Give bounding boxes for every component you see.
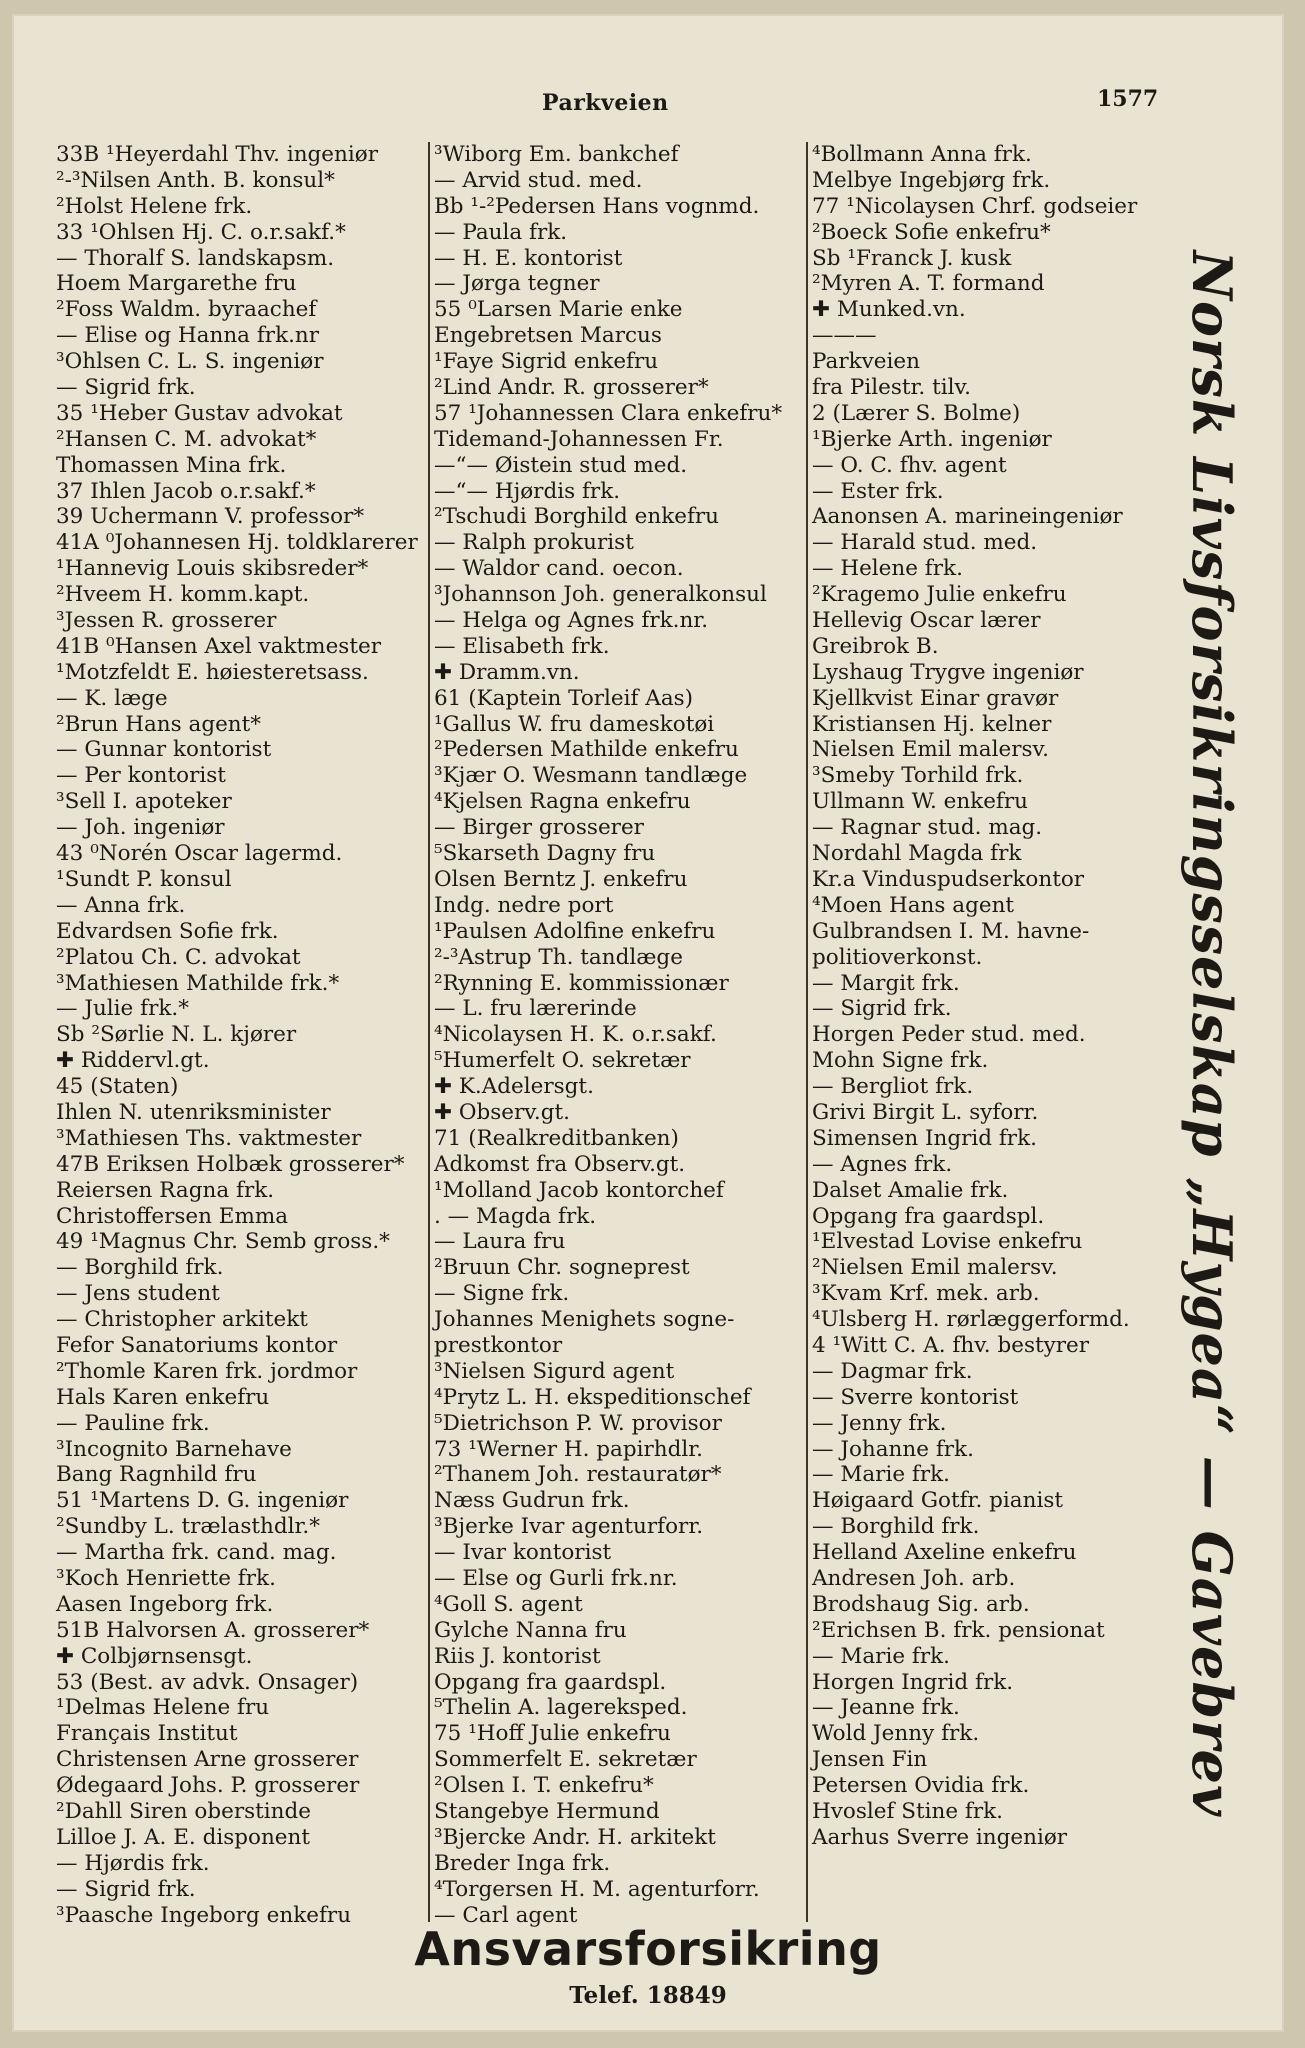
directory-entry: Edvardsen Sofie frk. (56, 918, 279, 944)
directory-entry: — Ragnar stud. mag. (812, 815, 1043, 841)
directory-entry: Christensen Arne grosserer (56, 1747, 359, 1773)
directory-entry: — Gunnar kontorist (56, 737, 272, 763)
directory-entry: ³Sell I. apoteker (56, 789, 232, 815)
directory-entry: — Sigrid frk. (812, 996, 952, 1022)
directory-entry: ²Sundby L. trælasthdlr.* (56, 1514, 320, 1540)
directory-entry: — Sigrid frk. (56, 375, 196, 401)
directory-entry: Aanonsen A. marineingeniør (812, 504, 1123, 530)
directory-entry: ²Hansen C. M. advokat* (56, 426, 317, 452)
directory-entry: ✚ Colbjørnsensgt. (56, 1643, 253, 1669)
directory-entry: ²Foss Waldm. byraachef (56, 297, 317, 323)
directory-entry: ²Thanem Joh. restauratør* (434, 1462, 722, 1488)
directory-entry: Stangebye Hermund (434, 1799, 660, 1824)
directory-entry: ³Jessen R. grosserer (56, 608, 277, 634)
directory-entry: ¹Paulsen Adolfine enkefru (434, 918, 716, 944)
directory-entry: ³Nielsen Sigurd agent (434, 1358, 675, 1384)
directory-entry: Tidemand‑Johannessen Fr. (434, 426, 724, 452)
directory-entry: Ullmann W. enkefru (812, 789, 1029, 815)
directory-entry: — Ralph prokurist (434, 530, 634, 556)
directory-entry: 77 ¹Nicolaysen Chrf. godseier (812, 193, 1138, 219)
side-advertisement-text: Norsk Livsforsikringsselskap „Hygea“ — Gavebrev (1180, 250, 1244, 1818)
directory-entry: ²Olsen I. T. enkefru* (434, 1773, 654, 1799)
directory-entry: ³Paasche Ingeborg enkefru (56, 1902, 352, 1928)
directory-entry: — Laura fru (434, 1229, 566, 1255)
directory-entry: ⁴Ulsberg H. rørlæggerformd. (812, 1307, 1130, 1333)
directory-entry: — Anna frk. (56, 892, 186, 918)
directory-entry: — Ivar kontorist (434, 1540, 612, 1566)
directory-entry: 47B Eriksen Holbæk grosserer* (56, 1151, 405, 1177)
directory-entry: Nielsen Emil malersv. (812, 737, 1049, 763)
directory-entry: ¹Bjerke Arth. ingeniør (812, 426, 1052, 452)
directory-entry: ²Lind Andr. R. grosserer* (434, 375, 709, 401)
directory-entry: 51B Halvorsen A. grosserer* (56, 1617, 370, 1643)
directory-entry: Français Institut (56, 1721, 238, 1747)
directory-entry: Horgen Peder stud. med. (812, 1022, 1086, 1048)
directory-entry: — K. læge (56, 685, 168, 711)
directory-entry: — H. E. kontorist (434, 245, 623, 271)
directory-entry: Sommerfelt E. sekretær (434, 1747, 697, 1773)
directory-entry: ¹Delmas Helene fru (56, 1695, 270, 1721)
directory-entry: ³Bjerke Ivar agenturforr. (434, 1514, 704, 1540)
directory-entry: — Ester frk. (812, 478, 944, 504)
directory-entry: — Thoralf S. landskapsm. (56, 245, 335, 271)
directory-entry: 37 Ihlen Jacob o.r.sakf.* (56, 478, 316, 504)
directory-entry: Aasen Ingeborg frk. (56, 1591, 274, 1617)
directory-entry: Gulbrandsen I. M. havne‑ (812, 918, 1090, 944)
directory-entry: Melbye Ingebjørg frk. (812, 167, 1051, 193)
directory-entry: Kjellkvist Einar gravør (812, 685, 1059, 711)
directory-entry: ²Bruun Chr. sogneprest (434, 1255, 690, 1281)
directory-entry: ²Nielsen Emil malersv. (812, 1255, 1058, 1281)
directory-entry: 45 (Staten) (56, 1074, 179, 1100)
directory-entry: ⁵Dietrichson P. W. provisor (434, 1410, 722, 1436)
directory-entry: Jensen Fin (812, 1747, 928, 1773)
directory-entry: — Jenny frk. (812, 1410, 947, 1436)
directory-entry: — Carl agent (434, 1902, 578, 1928)
directory-entry: ⁵Skarseth Dagny fru (434, 841, 656, 867)
directory-entry: ²‑³Nilsen Anth. B. konsul* (56, 167, 335, 193)
directory-entry: Christoffersen Emma (56, 1203, 289, 1229)
directory-entry: ³Koch Henriette frk. (56, 1565, 276, 1591)
directory-entry: ³Incognito Barnehave (56, 1436, 292, 1462)
directory-entry: — Paula frk. (434, 219, 568, 245)
directory-entry: ¹Molland Jacob kontorchef (434, 1177, 724, 1203)
directory-entry: — Johanne frk. (812, 1436, 974, 1462)
directory-entry: — Borghild frk. (812, 1514, 980, 1540)
directory-entry: Ihlen N. utenriksminister (56, 1099, 331, 1125)
directory-entry: 41A ⁰Johannesen Hj. toldklarerer (56, 530, 418, 556)
directory-entry: — Marie frk. (812, 1462, 950, 1488)
directory-entry: Fefor Sanatoriums kontor (56, 1332, 338, 1358)
directory-entry: Simensen Ingrid frk. (812, 1125, 1037, 1151)
directory-entry: Høigaard Gotfr. pianist (812, 1488, 1063, 1514)
directory-entry: — Helene frk. (812, 556, 963, 582)
directory-entry: Parkveien (812, 349, 920, 375)
directory-entry: Sb ¹Franck J. kusk (812, 245, 1012, 271)
directory-entry: ³Smeby Torhild frk. (812, 763, 1024, 789)
directory-entry: — Christopher arkitekt (56, 1307, 308, 1333)
directory-entry: Bang Ragnhild fru (56, 1462, 257, 1488)
directory-entry: — Per kontorist (56, 763, 226, 789)
directory-entry: Breder Inga frk. (434, 1850, 611, 1876)
directory-entry: ³Ohlsen C. L. S. ingeniør (56, 349, 324, 375)
directory-entry: Indg. nedre port (434, 892, 614, 918)
directory-entry: ²Rynning E. kommissionær (434, 970, 729, 996)
directory-entry: Reiersen Ragna frk. (56, 1177, 275, 1203)
directory-entry: Lilloe J. A. E. disponent (56, 1824, 311, 1850)
footer-phone: Telef. 18849 (569, 1982, 727, 2009)
footer-advertisement-title: Ansvarsforsikring (414, 1922, 882, 1976)
directory-entry: Greibrok B. (812, 633, 939, 659)
directory-entry: Gylche Nanna fru (434, 1617, 627, 1643)
directory-entry: Engebretsen Marcus (434, 323, 662, 349)
directory-entry: — Helga og Agnes frk.nr. (434, 608, 709, 634)
directory-entry: Thomassen Mina frk. (56, 452, 287, 478)
directory-entry: ²Tschudi Borghild enkefru (434, 504, 720, 530)
directory-entry: ✚ Munked.vn. (812, 297, 966, 323)
directory-entry: ⁴Nicolaysen H. K. o.r.sakf. (434, 1022, 717, 1048)
directory-entry: — Margit frk. (812, 970, 960, 996)
directory-entry: — Elise og Hanna frk.nr (56, 323, 320, 349)
directory-entry: ³Bjercke Andr. H. arkitekt (434, 1824, 716, 1850)
directory-entry: ³Wiborg Em. bankchef (434, 142, 679, 167)
column-divider (806, 142, 808, 1922)
directory-entry: 51 ¹Martens D. G. ingeniør (56, 1488, 349, 1514)
directory-entry: ¹Faye Sigrid enkefru (434, 349, 659, 375)
directory-entry: ✚ Dramm.vn. (434, 659, 580, 685)
directory-entry: Lyshaug Trygve ingeniør (812, 659, 1084, 685)
directory-entry: ✚ Riddervl.gt. (56, 1048, 210, 1074)
directory-entry: 33B ¹Heyerdahl Thv. ingeniør (56, 142, 378, 167)
directory-entry: — Elisabeth frk. (434, 633, 610, 659)
directory-entry: 75 ¹Hoff Julie enkefru (434, 1721, 671, 1747)
directory-entry: Hvoslef Stine frk. (812, 1799, 1004, 1824)
directory-entry: 35 ¹Heber Gustav advokat (56, 400, 343, 426)
directory-entry: ²Pedersen Mathilde enkefru (434, 737, 739, 763)
directory-entry: 73 ¹Werner H. papirhdlr. (434, 1436, 703, 1462)
directory-entry: — Jeanne frk. (812, 1695, 960, 1721)
directory-entry: ¹Sundt P. konsul (56, 866, 232, 892)
directory-entry: ¹Elvestad Lovise enkefru (812, 1229, 1083, 1255)
directory-entry: Wold Jenny frk. (812, 1721, 980, 1747)
directory-entry: ¹Motzfeldt E. høiesteretsass. (56, 659, 369, 685)
directory-entry: ³Mathiesen Mathilde frk.* (56, 970, 340, 996)
directory-entry: Dalset Amalie frk. (812, 1177, 1009, 1203)
directory-entry: 61 (Kaptein Torleif Aas) (434, 685, 694, 711)
directory-entry: Brodshaug Sig. arb. (812, 1591, 1030, 1617)
directory-column-3 (812, 142, 1192, 1851)
directory-entry: ✚ K.Adelersgt. (434, 1074, 594, 1100)
directory-entry: Johannes Menighets sogne‑ (434, 1307, 735, 1333)
directory-entry: politioverkonst. (812, 944, 983, 970)
directory-entry: 49 ¹Magnus Chr. Semb gross.* (56, 1229, 390, 1255)
directory-entry: ²Hveem H. komm.kapt. (56, 582, 310, 608)
directory-entry: Sb ²Sørlie N. L. kjører (56, 1022, 297, 1048)
directory-entry: — Marie frk. (812, 1643, 950, 1669)
directory-entry: ²Boeck Sofie enkefru* (812, 219, 1051, 245)
directory-entry: — Arvid stud. med. (434, 167, 643, 193)
directory-entry: ¹Gallus W. fru dameskotøi (434, 711, 715, 737)
directory-entry: —“— Hjørdis frk. (434, 478, 621, 504)
directory-entry: Adkomst fra Observ.gt. (434, 1151, 686, 1177)
directory-entry: — Sverre kontorist (812, 1384, 1019, 1410)
directory-entry: 53 (Best. av advk. Onsager) (56, 1669, 359, 1695)
directory-entry: — Bergliot frk. (812, 1074, 974, 1100)
directory-entry: Næss Gudrun frk. (434, 1488, 630, 1514)
directory-entry: — Sigrid frk. (56, 1876, 196, 1902)
page-title: Parkveien (542, 90, 669, 116)
directory-entry: — L. fru lærerinde (434, 996, 637, 1022)
directory-entry: — Joh. ingeniør (56, 815, 225, 841)
directory-entry: ——— (812, 323, 877, 349)
directory-column-2 (434, 142, 804, 1928)
directory-entry: ¹Hannevig Louis skibsreder* (56, 556, 369, 582)
directory-entry: — Jens student (56, 1281, 220, 1307)
directory-entry: 39 Uchermann V. professor* (56, 504, 365, 530)
directory-entry: — Jørga tegner (434, 271, 600, 297)
directory-entry: ²Platou Ch. C. advokat (56, 944, 301, 970)
directory-entry: Grivi Birgit L. syforr. (812, 1099, 1039, 1125)
directory-entry: ²Kragemo Julie enkefru (812, 582, 1067, 608)
directory-entry: Nordahl Magda frk (812, 841, 1022, 867)
directory-entry: — O. C. fhv. agent (812, 452, 1007, 478)
directory-entry: ³Kjær O. Wesmann tandlæge (434, 763, 748, 789)
directory-entry: 41B ⁰Hansen Axel vaktmester (56, 633, 381, 659)
directory-entry: Ødegaard Johs. P. grosserer (56, 1773, 360, 1799)
directory-entry: 57 ¹Johannessen Clara enkefru* (434, 400, 783, 426)
directory-entry: — Harald stud. med. (812, 530, 1038, 556)
directory-entry: Bb ¹‑²Pedersen Hans vognmd. (434, 193, 760, 219)
directory-entry: ³Kvam Krf. mek. arb. (812, 1281, 1040, 1307)
directory-entry: Hals Karen enkefru (56, 1384, 270, 1410)
directory-entry: 2 (Lærer S. Bolme) (812, 400, 1021, 426)
directory-entry: — Dagmar frk. (812, 1358, 973, 1384)
directory-entry: 33 ¹Ohlsen Hj. C. o.r.sakf.* (56, 219, 346, 245)
directory-entry: ²Brun Hans agent* (56, 711, 262, 737)
directory-entry: Hellevig Oscar lærer (812, 608, 1041, 634)
directory-entry: — Pauline frk. (56, 1410, 210, 1436)
directory-entry: Kristiansen Hj. kelner (812, 711, 1052, 737)
directory-entry: fra Pilestr. tilv. (812, 375, 971, 401)
directory-entry: ²Dahll Siren oberstinde (56, 1799, 311, 1824)
directory-entry: ⁴Moen Hans agent (812, 892, 1015, 918)
directory-entry: Riis J. kontorist (434, 1643, 601, 1669)
directory-entry: Horgen Ingrid frk. (812, 1669, 1014, 1695)
directory-entry: ⁴Goll S. agent (434, 1591, 583, 1617)
directory-entry: ⁵Thelin A. lagereksped. (434, 1695, 688, 1721)
directory-entry: Andresen Joh. arb. (812, 1565, 1016, 1591)
directory-entry: 4 ¹Witt C. A. fhv. bestyrer (812, 1332, 1090, 1358)
directory-entry: Opgang fra gaardspl. (812, 1203, 1045, 1229)
directory-entry: ²Myren A. T. formand (812, 271, 1045, 297)
directory-entry: 43 ⁰Norén Oscar lagermd. (56, 841, 343, 867)
directory-entry: ✚ Observ.gt. (434, 1099, 570, 1125)
directory-entry: ²‑³Astrup Th. tandlæge (434, 944, 683, 970)
directory-entry: — Hjørdis frk. (56, 1850, 210, 1876)
directory-entry: Aarhus Sverre ingeniør (812, 1824, 1068, 1850)
directory-entry: — Borghild frk. (56, 1255, 224, 1281)
directory-entry: Hoem Margarethe fru (56, 271, 297, 297)
directory-entry: ²Erichsen B. frk. pensionat (812, 1617, 1105, 1643)
directory-entry: ⁴Kjelsen Ragna enkefru (434, 789, 691, 815)
directory-entry: — Martha frk. cand. mag. (56, 1540, 337, 1566)
side-advertisement (1177, 250, 1247, 1818)
column-divider (428, 142, 430, 1922)
directory-entry: prestkontor (434, 1332, 563, 1358)
directory-page (12, 14, 1284, 2032)
directory-entry: — Birger grosserer (434, 815, 644, 841)
directory-entry: — Agnes frk. (812, 1151, 953, 1177)
directory-entry: 55 ⁰Larsen Marie enke (434, 297, 683, 323)
directory-entry: Helland Axeline enkefru (812, 1540, 1077, 1566)
directory-entry: Opgang fra gaardspl. (434, 1669, 667, 1695)
directory-entry: ²Thomle Karen frk. jordmor (56, 1358, 358, 1384)
directory-entry: ²Holst Helene frk. (56, 193, 253, 219)
directory-entry: ⁴Torgersen H. M. agenturforr. (434, 1876, 760, 1902)
directory-entry: . — Magda frk. (434, 1203, 597, 1229)
directory-entry: —“— Øistein stud med. (434, 452, 688, 478)
directory-entry: Petersen Ovidia frk. (812, 1773, 1030, 1799)
directory-column-1 (56, 142, 428, 1928)
directory-entry: Kr.a Vinduspudserkontor (812, 866, 1085, 892)
directory-entry: — Else og Gurli frk.nr. (434, 1565, 678, 1591)
directory-entry: ⁵Humerfelt O. sekretær (434, 1048, 691, 1074)
directory-entry: — Julie frk.* (56, 996, 189, 1022)
directory-entry: ⁴Bollmann Anna frk. (812, 142, 1032, 167)
directory-entry: ⁴Prytz L. H. ekspeditionschef (434, 1384, 751, 1410)
directory-entry: — Signe frk. (434, 1281, 570, 1307)
page-number: 1577 (1097, 86, 1159, 112)
directory-entry: Mohn Signe frk. (812, 1048, 989, 1074)
directory-entry: Olsen Berntz J. enkefru (434, 866, 688, 892)
directory-entry: ³Johannson Joh. generalkonsul (434, 582, 767, 608)
directory-entry: — Waldor cand. oecon. (434, 556, 684, 582)
directory-entry: 71 (Realkreditbanken) (434, 1125, 679, 1151)
directory-entry: ³Mathiesen Ths. vaktmester (56, 1125, 362, 1151)
